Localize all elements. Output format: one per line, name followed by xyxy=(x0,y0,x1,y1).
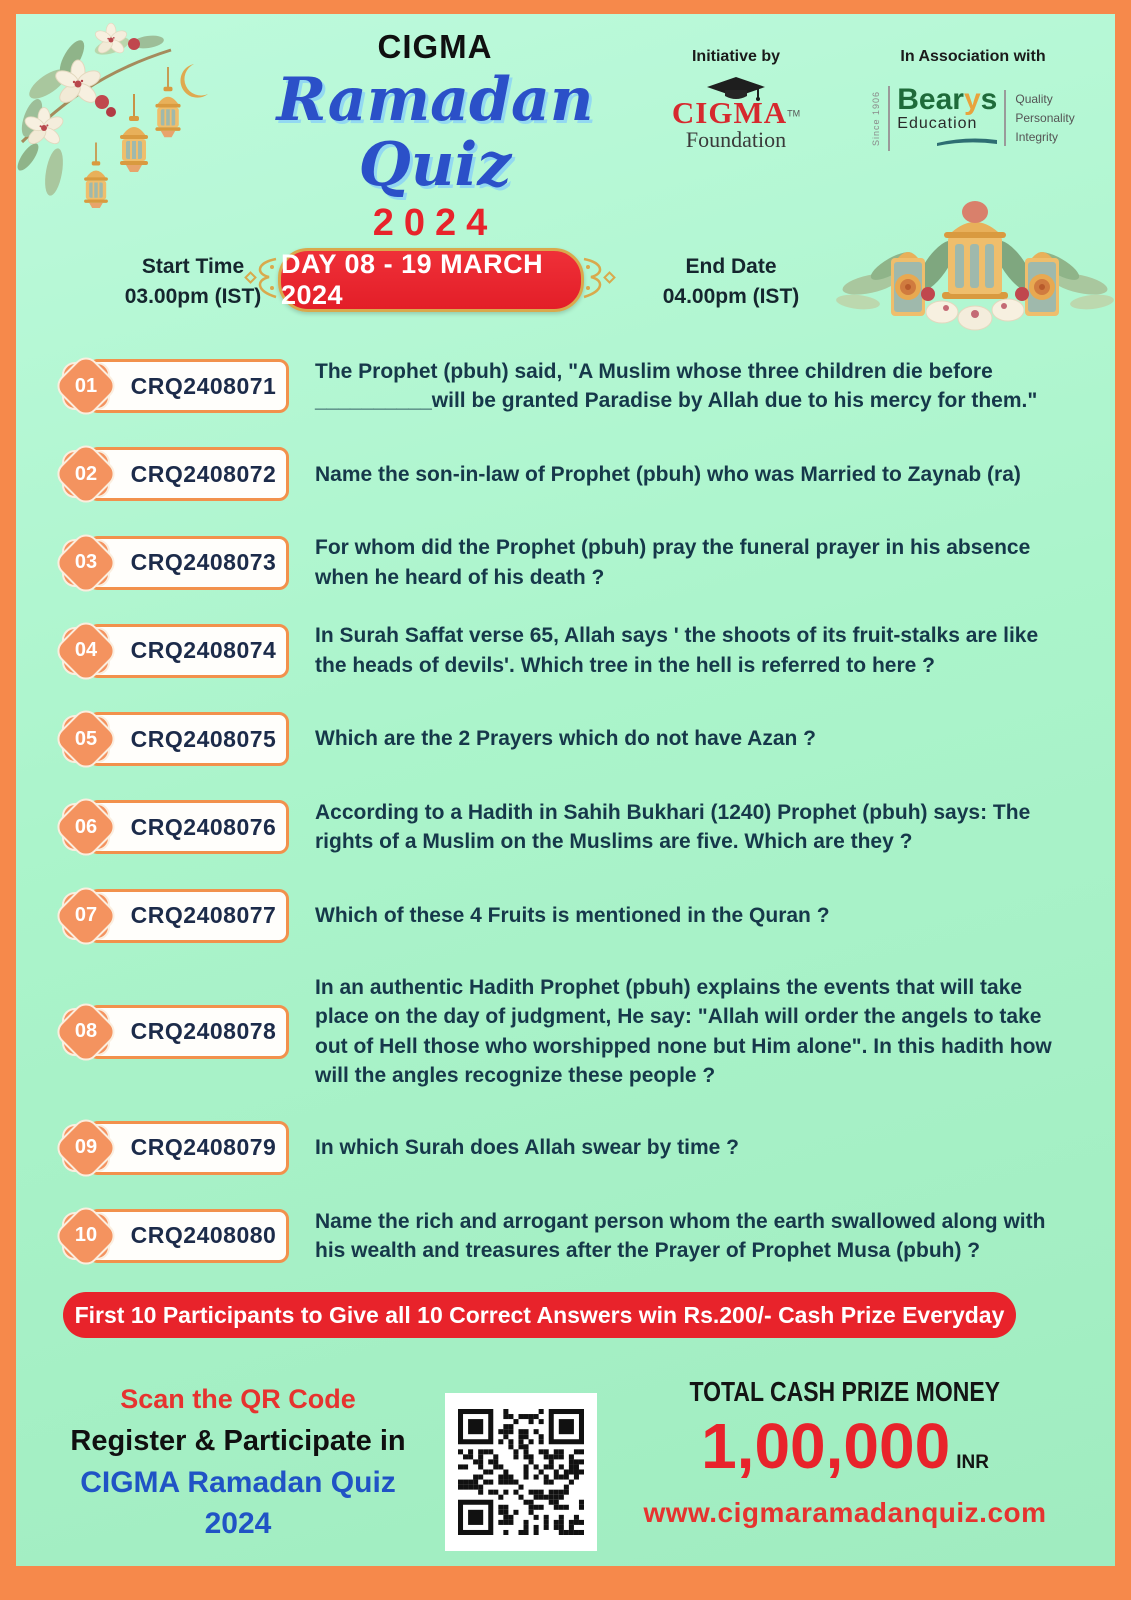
question-id-group xyxy=(58,532,293,594)
gold-flourish-right-icon xyxy=(582,254,616,302)
end-date-block xyxy=(616,252,846,313)
question-number-badge xyxy=(60,801,112,853)
prize-label: TOTAL CASH PRIZE MONEY xyxy=(689,1376,1001,1408)
question-text: Name the son-in-law of Prophet (pbuh) who was Married to Zaynab (ra) xyxy=(315,462,1021,486)
question-number-badge xyxy=(60,713,112,765)
question-id-group xyxy=(58,1001,293,1063)
question-text: Name the rich and arrogant person whom the earth swallowed along with his wealth and treasures after the Prayer of Prophet Musa (pbuh) ? xyxy=(315,1209,1046,1262)
cigma-logo-sub: Foundation xyxy=(685,127,787,152)
cigma-foundation-logo xyxy=(634,76,838,151)
question-code-label xyxy=(88,800,289,854)
end-date-label: End Date xyxy=(685,255,777,278)
question-number-badge xyxy=(60,1210,112,1262)
prize-block xyxy=(620,1378,1070,1529)
question-code: CRQ2408075 xyxy=(130,725,277,752)
question-number: 05 xyxy=(74,727,98,750)
poster-title: Ramadan Quiz xyxy=(276,65,594,200)
brand-title: CIGMA xyxy=(377,28,493,65)
title-block xyxy=(190,28,680,245)
question-row xyxy=(58,1205,1062,1267)
question-id-group xyxy=(58,708,293,770)
question-number-badge xyxy=(60,537,112,589)
quiz-year-text: 2024 xyxy=(204,1506,272,1540)
bearys-word: Bearys xyxy=(897,83,998,116)
question-row xyxy=(58,1117,1062,1179)
quiz-name-text: CIGMA Ramadan Quiz xyxy=(80,1465,396,1499)
scan-block xyxy=(50,1382,426,1543)
question-id-group xyxy=(58,355,293,417)
poster-year: 2024 xyxy=(372,201,498,244)
bearys-tagline: Quality Personality Integrity xyxy=(1004,90,1074,146)
register-text: Register & Participate in xyxy=(70,1425,406,1458)
question-number: 02 xyxy=(74,462,98,485)
question-code: CRQ2408073 xyxy=(130,549,277,576)
prize-banner: First 10 Participants to Give all 10 Correct Answers win Rs.200/- Cash Prize Everyday xyxy=(63,1292,1016,1338)
end-date-value: 04.00pm (IST) xyxy=(662,285,800,309)
question-row xyxy=(58,708,1062,770)
question-text: Which of these 4 Fruits is mentioned in the Quran ? xyxy=(315,903,830,927)
question-id-group xyxy=(58,796,293,858)
start-time-value: 03.00pm (IST) xyxy=(124,285,262,309)
question-text: Which are the 2 Prayers which do not have Azan ? xyxy=(315,727,817,751)
bearys-education-logo xyxy=(845,83,1101,151)
question-row xyxy=(58,885,1062,947)
prize-currency: INR xyxy=(956,1452,989,1473)
question-number: 09 xyxy=(74,1136,98,1159)
question-number-badge xyxy=(60,1006,112,1058)
association-label: In Association with xyxy=(900,48,1046,65)
question-id-group xyxy=(58,885,293,947)
question-code: CRQ2408076 xyxy=(130,813,277,840)
bearys-since-text: Since 1906 xyxy=(871,90,882,146)
questions-list xyxy=(58,355,1062,1267)
start-time-label: Start Time xyxy=(141,255,245,278)
question-code-label xyxy=(88,1005,289,1059)
question-code: CRQ2408071 xyxy=(130,372,277,399)
question-code: CRQ2408080 xyxy=(130,1222,277,1249)
question-number: 08 xyxy=(74,1020,98,1043)
question-text: In an authentic Hadith Prophet (pbuh) explains the events that will take place on the day of judgment, He say: "Allah will order the angels to take out of Hell those who worshipped none but Him alone". In this hadith how will the angles recognize these people ? xyxy=(315,975,1052,1088)
question-text: For whom did the Prophet (pbuh) pray the funeral prayer in his absence when he heard of his death ? xyxy=(315,536,1031,589)
gold-flourish-left-icon xyxy=(244,254,278,302)
website-url: www.cigmaramadanquiz.com xyxy=(643,1497,1047,1528)
bearys-swoosh-icon xyxy=(937,138,997,146)
question-code-label xyxy=(88,1209,289,1263)
association-block xyxy=(845,48,1101,151)
question-code-label xyxy=(88,712,289,766)
question-number: 10 xyxy=(74,1224,98,1247)
question-number: 04 xyxy=(74,639,98,662)
question-row xyxy=(58,796,1062,858)
question-code: CRQ2408072 xyxy=(130,460,277,487)
question-number-badge xyxy=(60,1122,112,1174)
poster-canvas xyxy=(16,14,1115,1566)
question-number: 03 xyxy=(74,551,98,574)
question-id-group xyxy=(58,620,293,682)
question-text: According to a Hadith in Sahih Bukhari (1240) Prophet (pbuh) says: The rights of a Muslim on the Muslims are five. Which are they ? xyxy=(315,800,1031,854)
question-number: 06 xyxy=(74,815,98,838)
question-code: CRQ2408074 xyxy=(130,637,277,664)
bearys-sub: Education xyxy=(897,114,978,132)
qr-code-icon xyxy=(458,1409,584,1535)
question-code-label xyxy=(88,1121,289,1175)
question-code-label xyxy=(88,889,289,943)
question-text: The Prophet (pbuh) said, "A Muslim whose three children die before __________will be granted Paradise by Allah due to his mercy for them." xyxy=(315,359,1038,412)
question-row xyxy=(58,355,1062,417)
question-text: In Surah Saffat verse 65, Allah says ' the shoots of its fruit-stalks are like the heads of devils'. Which tree in the hell is referred to here ? xyxy=(315,624,1039,677)
question-code: CRQ2408077 xyxy=(130,902,277,929)
initiative-label: Initiative by xyxy=(691,48,781,65)
mosque-lantern-decoration-icon xyxy=(836,196,1114,348)
question-number-badge xyxy=(60,890,112,942)
question-number-badge xyxy=(60,448,112,500)
question-row xyxy=(58,532,1062,594)
question-number-badge xyxy=(60,360,112,412)
question-row xyxy=(58,620,1062,682)
question-code-label xyxy=(88,359,289,413)
initiative-block xyxy=(634,48,838,151)
question-code: CRQ2408078 xyxy=(130,1018,277,1045)
question-id-group xyxy=(58,1205,293,1267)
question-id-group xyxy=(58,443,293,505)
question-number: 01 xyxy=(74,374,98,397)
question-row xyxy=(58,443,1062,505)
day-range-badge: DAY 08 - 19 MARCH 2024 xyxy=(278,248,584,312)
question-number: 07 xyxy=(74,904,98,927)
scan-qr-text: Scan the QR Code xyxy=(120,1384,356,1414)
question-code: CRQ2408079 xyxy=(130,1134,277,1161)
question-text: In which Surah does Allah swear by time ? xyxy=(315,1135,739,1159)
prize-amount: 1,00,000 xyxy=(701,1410,951,1482)
qr-code xyxy=(445,1393,597,1551)
question-row xyxy=(58,973,1062,1091)
question-code-label xyxy=(88,624,289,678)
question-code-label xyxy=(88,447,289,501)
question-code-label xyxy=(88,536,289,590)
question-id-group xyxy=(58,1117,293,1179)
cigma-tm-mark: TM xyxy=(787,108,801,119)
question-number-badge xyxy=(60,625,112,677)
cigma-logo-word: CIGMA xyxy=(671,95,788,130)
